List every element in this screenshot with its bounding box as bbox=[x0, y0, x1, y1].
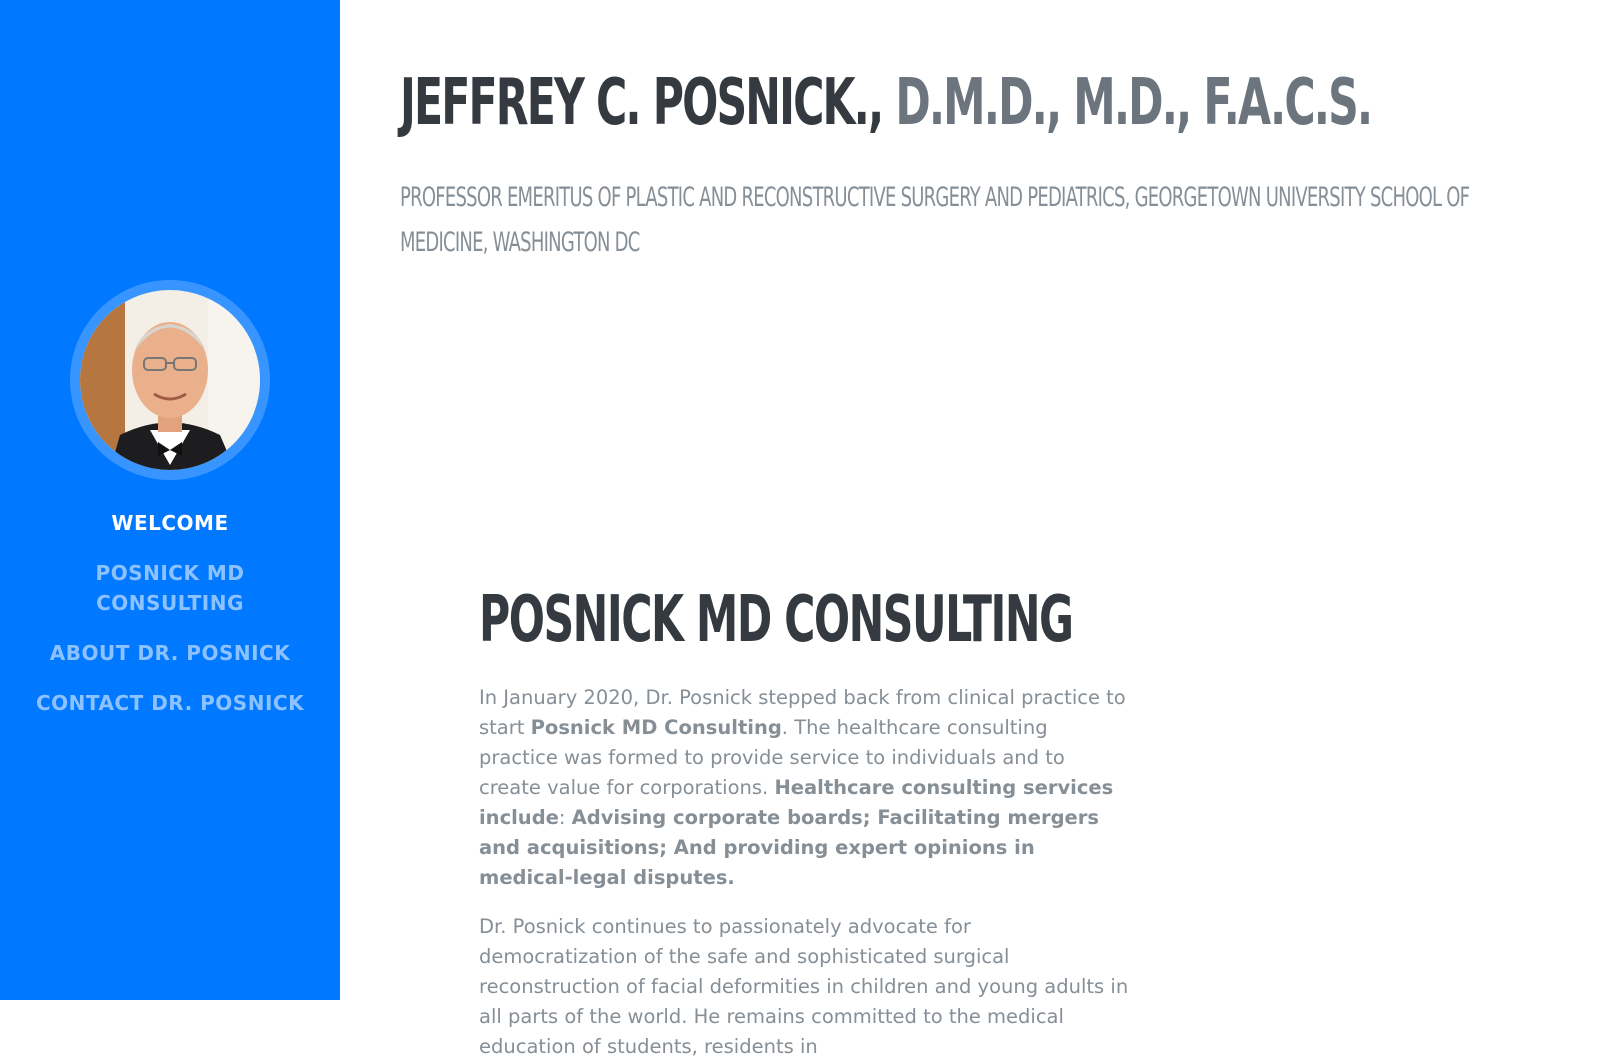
page-title bbox=[400, 64, 1371, 142]
name-text: JEFFREY C. POSNICK., bbox=[400, 66, 883, 140]
portrait-photo-icon bbox=[80, 290, 260, 470]
avatar bbox=[80, 290, 260, 470]
sidebar bbox=[0, 0, 340, 1000]
advocacy-paragraph: Dr. Posnick continues to passionately advocate for democratization of the safe and sophisticated surgical reconstruction of facial deformities in children and young adults in all parts of the world. He remains committed to the medical education of students, residents in bbox=[479, 915, 1129, 1058]
intro-paragraph bbox=[479, 683, 1129, 893]
intro-bold-2: Healthcare consulting services include bbox=[479, 776, 1114, 829]
page-subtitle: PROFESSOR EMERITUS OF PLASTIC AND RECONSTRUCTIVE SURGERY AND PEDIATRICS, GEORGETOWN UNIVERSITY SCHOOL OF MEDICINE, WASHINGTON DC bbox=[400, 182, 1470, 258]
nav-item-welcome[interactable]: WELCOME bbox=[111, 511, 229, 535]
sidebar-nav bbox=[0, 508, 340, 738]
intro-bold-3: Advising corporate boards; Facilitating mergers and acquisitions; And providing expert opinions in medical-legal disputes. bbox=[479, 806, 1099, 889]
intro-bold-1: Posnick MD Consulting bbox=[530, 716, 782, 739]
avatar-ring bbox=[70, 280, 270, 480]
section-title: POSNICK MD CONSULTING bbox=[479, 583, 1073, 657]
intro-text-3: : bbox=[558, 806, 572, 829]
credentials-text: D.M.D., M.D., F.A.C.S. bbox=[895, 66, 1372, 140]
nav-item-posnick-md-consulting[interactable]: POSNICK MD CONSULTING bbox=[95, 561, 245, 615]
nav-item-about[interactable]: ABOUT DR. POSNICK bbox=[49, 641, 291, 665]
intro-text-1: In January 2020, Dr. Posnick stepped back from clinical practice to start bbox=[479, 686, 1126, 739]
consulting-section bbox=[479, 585, 1129, 1062]
nav-item-contact[interactable]: CONTACT DR. POSNICK bbox=[35, 691, 305, 715]
intro-text-2: . The healthcare consulting practice was formed to provide service to individuals and to create value for corporations. bbox=[479, 716, 1065, 799]
